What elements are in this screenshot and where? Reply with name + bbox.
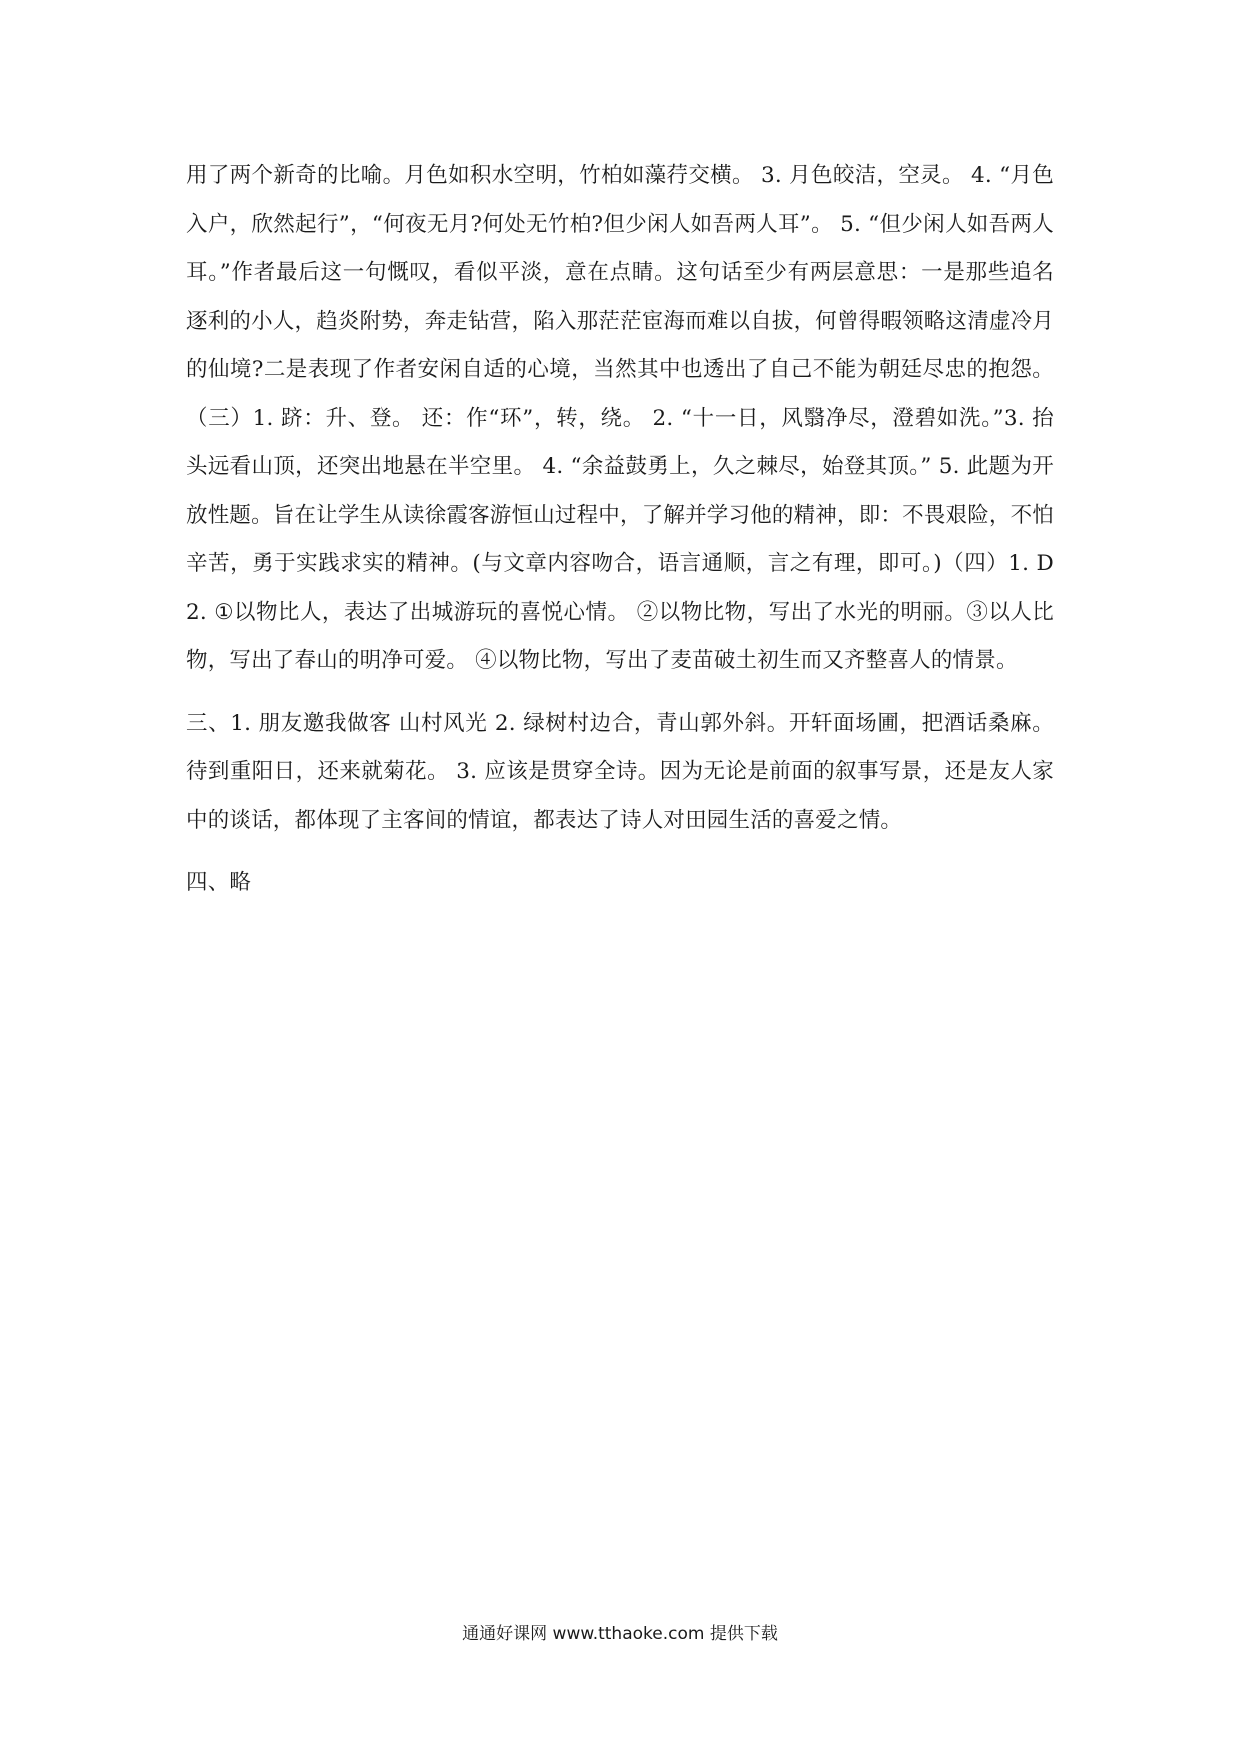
answer-paragraph-2: 三、1. 朋友邀我做客 山村风光 2. 绿树村边合，青山郭外斜。开轩面场圃，把酒话桑麻。待到重阳日，还来就菊花。 3. 应该是贯穿全诗。因为无论是前面的叙事写景，还是友人家中的谈话，都体现了主客间的情谊，都表达了诗人对田园生活的喜爱之情。 — [186, 710, 1054, 833]
page-footer: 通通好课网 www.tthaoke.com 提供下载 — [462, 1624, 778, 1644]
answer-text-body — [186, 152, 1054, 922]
answer-paragraph-1: 用了两个新奇的比喻。月色如积水空明，竹柏如藻荇交横。 3. 月色皎洁，空灵。 4. “月色入户，欣然起行”，“何夜无月?何处无竹柏?但少闲人如吾两人耳”。 5. “但少闲人如吾两人耳。”作者最后这一句慨叹，看似平淡，意在点睛。这句话至少有两层意思：一是那些追名逐利的小人，趋炎附势，奔走钻营，陷入那茫茫宦海而难以自拔，何曾得暇领略这清虚冷月的仙境?二是表现了作者安闲自适的心境，当然其中也透出了自己不能为朝廷尽忠的抱怨。（三）1. 跻：升、登。 还：作“环”，转，绕。 2. “十一日，风翳净尽，澄碧如洗。”3. 抬头远看山顶，还突出地悬在半空里。 4. “余益鼓勇上，久之棘尽，始登其顶。” 5. 此题为开放性题。旨在让学生从读徐霞客游恒山过程中，了解并学习他的精神，即：不畏艰险，不怕辛苦，勇于实践求实的精神。(与文章内容吻合，语言通顺，言之有理，即可。)（四）1. D 2. ①以物比人，表达了出城游玩的喜悦心情。 ②以物比物，写出了水光的明丽。③以人比物，写出了春山的明净可爱。 ④以物比物，写出了麦苗破土初生而又齐整喜人的情景。 — [186, 163, 1055, 673]
answer-paragraph-3: 四、略 — [186, 870, 252, 895]
